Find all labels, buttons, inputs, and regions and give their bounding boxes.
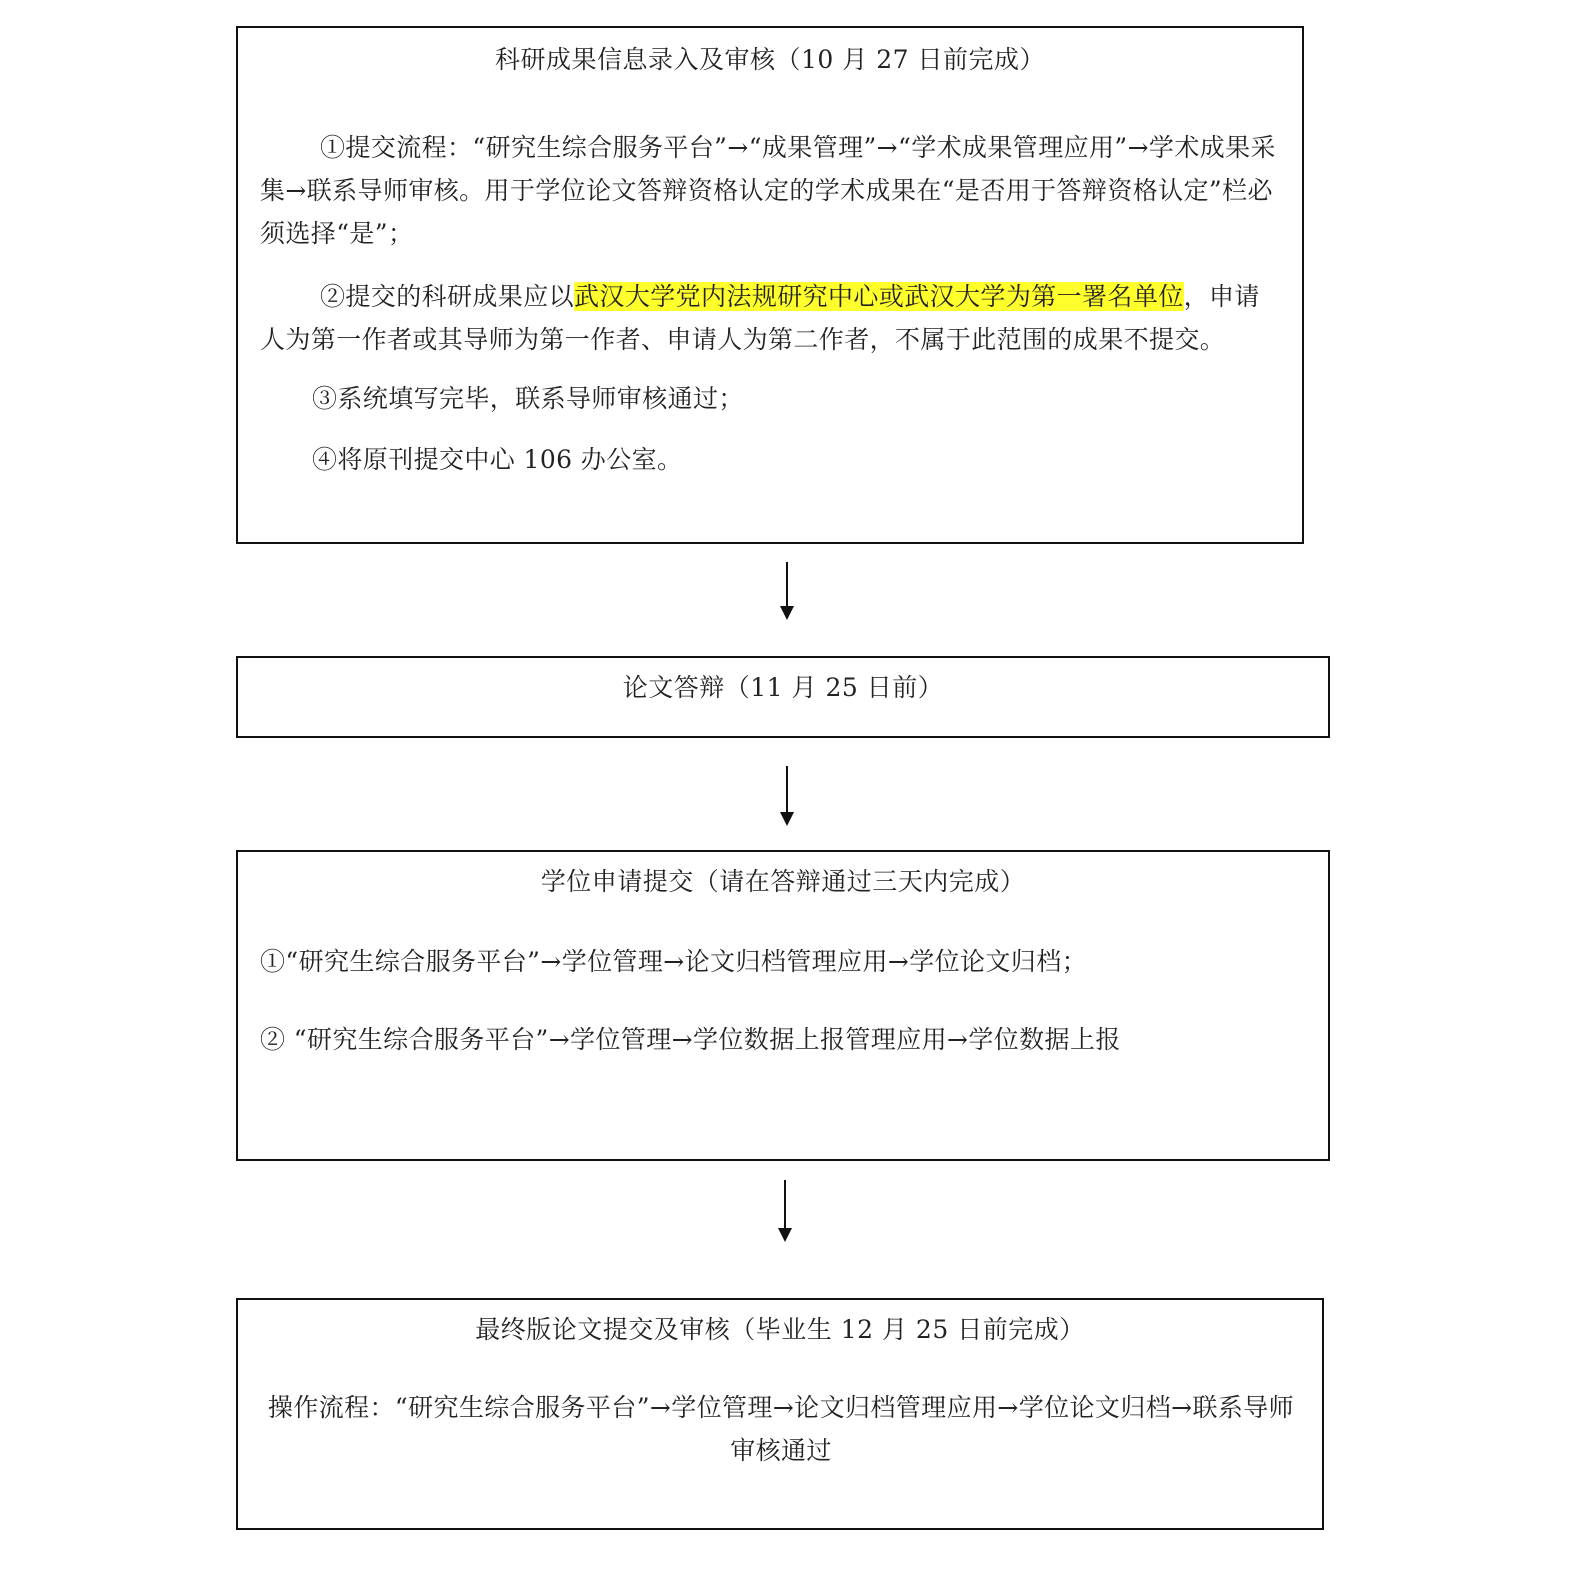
flow-arrow-3 bbox=[777, 1180, 793, 1242]
step-box-research-achievements bbox=[236, 26, 1304, 544]
step1-item-2-prefix: ②提交的科研成果应以 bbox=[320, 282, 575, 311]
step1-item-4: ④将原刊提交中心 106 办公室。 bbox=[312, 445, 683, 474]
step1-item-3: ③系统填写完毕，联系导师审核通过； bbox=[312, 384, 744, 413]
step4-body: 操作流程：“研究生综合服务平台”→学位管理→论文归档管理应用→学位论文归档→联系导师审核通过 bbox=[267, 1393, 1295, 1465]
step3-item-2: ② “研究生综合服务平台”→学位管理→学位数据上报管理应用→学位数据上报 bbox=[260, 1025, 1121, 1054]
step-title-thesis-defense: 论文答辩（11 月 25 日前） bbox=[622, 673, 944, 702]
highlighted-affiliation: 武汉大学党内法规研究中心或武汉大学为第一署名单位 bbox=[574, 282, 1184, 311]
step1-item-1: ①提交流程：“研究生综合服务平台”→“成果管理”→“学术成果管理应用”→学术成果采集→联系导师审核。用于学位论文答辩资格认定的学术成果在“是否用于答辩资格认定”栏必须选择“是”； bbox=[260, 133, 1276, 248]
flow-arrow-1 bbox=[779, 562, 795, 620]
step-title-research-achievements: 科研成果信息录入及审核（10 月 27 日前完成） bbox=[495, 45, 1045, 74]
step-title-degree-application: 学位申请提交（请在答辩通过三天内完成） bbox=[540, 867, 1026, 896]
step-box-thesis-defense bbox=[236, 656, 1330, 738]
step1-item-2-suffix: ，申请人为第一作者或其导师为第一作者、申请人为第二作者，不属于此范围的成果不提交。 bbox=[260, 282, 1260, 354]
step-title-final-thesis: 最终版论文提交及审核（毕业生 12 月 25 日前完成） bbox=[475, 1315, 1085, 1344]
step1-item-2 bbox=[260, 275, 1282, 361]
flow-arrow-2 bbox=[779, 766, 795, 826]
step-box-degree-application bbox=[236, 850, 1330, 1161]
step3-item-1: ①“研究生综合服务平台”→学位管理→论文归档管理应用→学位论文归档； bbox=[260, 947, 1088, 976]
step-box-final-thesis bbox=[236, 1298, 1324, 1530]
